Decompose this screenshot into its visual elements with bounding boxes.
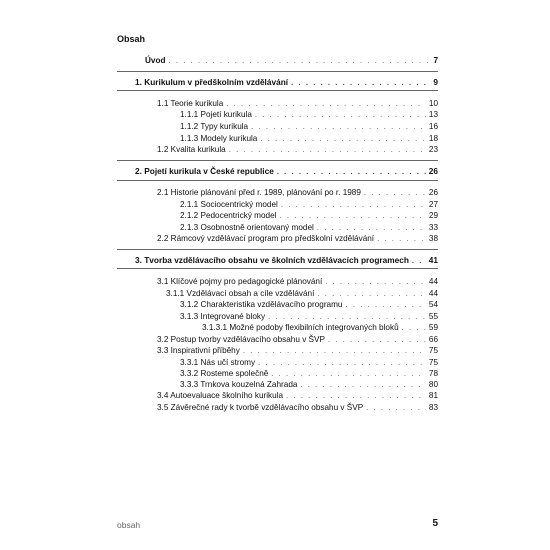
toc-leader-dots — [291, 77, 430, 89]
toc-entry-page: 80 — [428, 380, 438, 389]
toc-entry[interactable] — [180, 109, 438, 121]
toc-entry[interactable] — [157, 233, 438, 245]
toc-entry[interactable] — [157, 402, 438, 414]
toc-entry-page: 23 — [428, 145, 438, 154]
toc-chapter-1[interactable] — [135, 76, 438, 88]
toc-entry-title: 3.2 Postup tvorby vzdělávacího obsahu v ŠVP — [157, 335, 325, 344]
toc-entry[interactable] — [157, 187, 438, 199]
toc-leader-dots — [255, 109, 426, 121]
toc-entry-page: 59 — [428, 323, 438, 332]
toc-entry-title: Úvod — [145, 56, 166, 65]
toc-entry-title: 1.2 Kvalita kurikula — [157, 145, 226, 154]
toc-entry-title: 3.3.2 Rosteme společně — [180, 369, 269, 378]
toc-leader-dots — [377, 233, 426, 245]
toc-entry-title: 2.2 Rámcový vzdělávací program pro předškolní vzdělávání — [157, 234, 375, 243]
toc-entry[interactable] — [202, 322, 438, 334]
toc-entry[interactable] — [157, 345, 438, 357]
toc-entry[interactable] — [157, 144, 438, 156]
toc-leader-dots — [412, 255, 426, 267]
toc-entry-page: 29 — [428, 211, 438, 220]
toc-entry-title: 1.1.3 Modely kurikula — [180, 134, 258, 143]
toc-entry-title: 3.3.3 Trnkova kouzelná Zahrada — [180, 380, 298, 389]
toc-entry-title: 2.1.1 Sociocentrický model — [180, 200, 278, 209]
toc-entry-title: 3.1 Klíčové pojmy pro pedagogické plánování — [157, 277, 323, 286]
toc-leader-dots — [366, 402, 426, 414]
section-divider — [117, 71, 438, 72]
toc-leader-dots — [251, 121, 426, 133]
section-divider — [117, 268, 438, 269]
toc-entry-title: 3.1.1 Vzdělávací obsah a cíle vzdělávání — [166, 289, 315, 298]
toc-chapter-3[interactable] — [135, 254, 438, 266]
toc-leader-dots — [168, 55, 430, 67]
toc-entry-title: 1.1.1 Pojetí kurikula — [180, 110, 252, 119]
toc-entry-page: 9 — [433, 77, 438, 87]
toc-chapter-2[interactable] — [135, 165, 438, 177]
footer-section-label: obsah — [117, 520, 141, 530]
toc-entry-title: 3.1.3 Integrované bloky — [180, 312, 266, 321]
section-divider — [117, 180, 438, 181]
toc-entry-title: 2. Pojetí kurikula v České republice — [135, 166, 274, 176]
toc-leader-dots — [345, 299, 425, 311]
toc-entry-title: 1. Kurikulum v předškolním vzdělávání — [135, 77, 289, 87]
toc-entry-title: 3.4 Autoevaluace školního kurikula — [157, 391, 284, 400]
toc-leader-dots — [364, 187, 426, 199]
toc-entry-page: 55 — [428, 312, 438, 321]
toc-entry-page: 26 — [428, 166, 438, 176]
toc-leader-dots — [277, 166, 426, 178]
toc-entry-uvod[interactable] — [145, 55, 438, 67]
toc-entry-page: 75 — [428, 346, 438, 355]
toc-leader-dots — [243, 345, 426, 357]
toc-leader-dots — [229, 144, 426, 156]
toc-entry-title: 1.1 Teorie kurikula — [157, 99, 224, 108]
toc-entry-title: 1.1.2 Typy kurikula — [180, 122, 249, 131]
toc-entry-title: 2.1.2 Pedocentrický model — [180, 211, 277, 220]
toc-entry-title: 3.5 Závěrečné rady k tvorbě vzdělávacího obsahu v ŠVP — [157, 403, 364, 412]
page-heading: Obsah — [117, 34, 146, 44]
toc-leader-dots — [286, 390, 426, 402]
toc-entry-page: 27 — [428, 200, 438, 209]
toc-entry[interactable] — [180, 210, 438, 222]
toc-entry-page: 7 — [433, 56, 438, 65]
toc-entry[interactable] — [157, 276, 438, 288]
toc-entry-title: 3.1.3.1 Možné podoby flexibilních integrovaných bloků — [202, 323, 399, 332]
toc-entry-page: 10 — [428, 99, 438, 108]
section-divider — [117, 160, 438, 161]
toc-entry-title: 2.1 Historie plánování před r. 1989, plánování po r. 1989 — [157, 188, 361, 197]
toc-entry-page: 18 — [428, 134, 438, 143]
toc-entry-page: 44 — [428, 289, 438, 298]
toc-entry-page: 44 — [428, 277, 438, 286]
toc-entry-title: 3.1.2 Charakteristika vzdělávacího programu — [180, 300, 343, 309]
toc-entry-page: 41 — [428, 255, 438, 265]
toc-entry[interactable] — [180, 121, 438, 133]
toc-entry-page: 26 — [428, 188, 438, 197]
toc-entry-page: 83 — [428, 403, 438, 412]
footer-page-number: 5 — [432, 518, 438, 529]
toc-entry-page: 38 — [428, 234, 438, 243]
toc-entry-title: 3. Tvorba vzdělávacího obsahu ve školních vzdělávacích programech — [135, 255, 409, 265]
toc-entry-page: 54 — [428, 300, 438, 309]
toc-entry-page: 78 — [428, 369, 438, 378]
toc-leader-dots — [279, 210, 425, 222]
toc-entry[interactable] — [157, 390, 438, 402]
toc-leader-dots — [402, 322, 426, 334]
toc-entry-page: 81 — [428, 391, 438, 400]
toc-entry-title: 3.3.1 Nás učí stromy — [180, 358, 256, 367]
toc-entry-page: 66 — [428, 335, 438, 344]
toc-entry-page: 16 — [428, 122, 438, 131]
toc-entry-title: 2.1.3 Osobnostně orientovaný model — [180, 223, 314, 232]
section-divider — [117, 90, 438, 91]
toc-entry-page: 75 — [428, 358, 438, 367]
toc-entry[interactable] — [180, 299, 438, 311]
section-divider — [117, 249, 438, 250]
toc-leader-dots — [325, 276, 426, 288]
toc-entry-page: 13 — [428, 110, 438, 119]
toc-entry-page: 33 — [428, 223, 438, 232]
toc-entry-title: 3.3 Inspirativní příběhy — [157, 346, 240, 355]
